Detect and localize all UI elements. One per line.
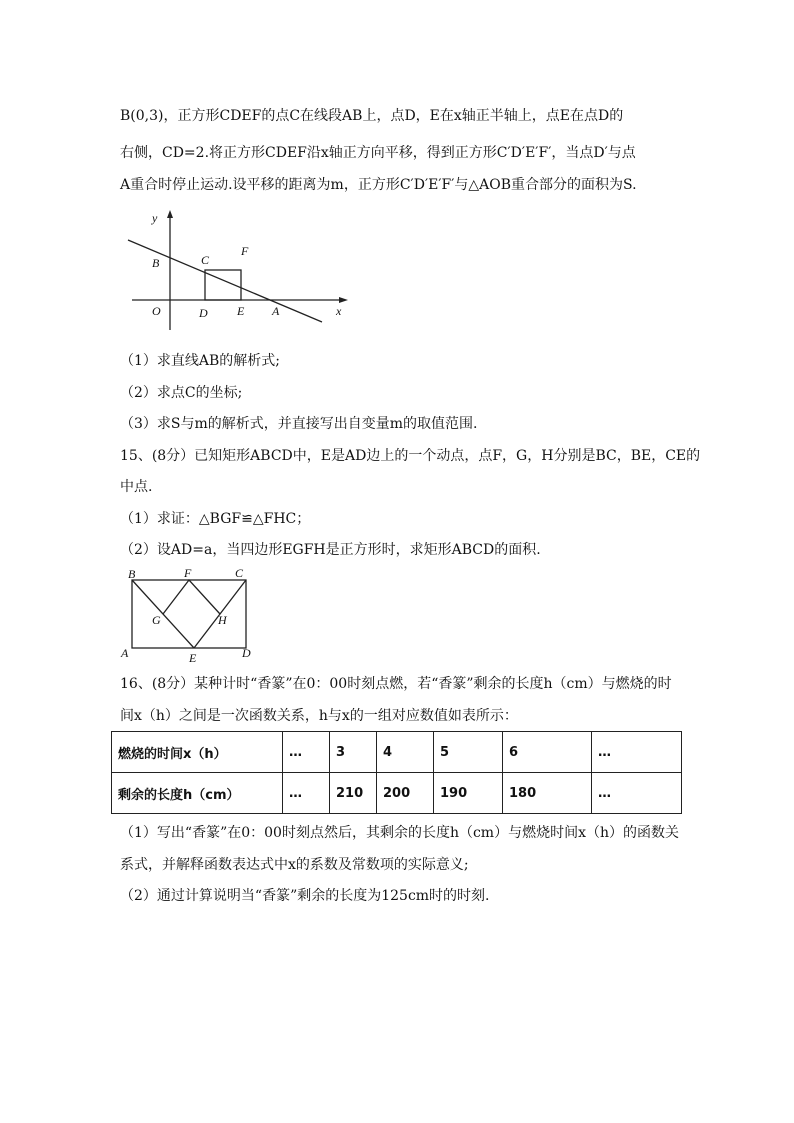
q16-table xyxy=(111,731,682,814)
table-cell: … xyxy=(592,732,682,773)
table-cell: … xyxy=(283,732,330,773)
table-cell: 5 xyxy=(434,732,503,773)
q15-line-1: 15、(8分）已知矩形ABCD中，E是AD边上的一个动点，点F，G，H分别是BC，BE，CE的 xyxy=(120,448,701,464)
q15-figure xyxy=(118,565,262,665)
q14-sub-2: （2）求点C的坐标; xyxy=(120,385,243,401)
table-cell: 燃烧的时间x（h） xyxy=(112,732,283,773)
q16-line-2: 间x（h）之间是一次函数关系，h与x的一组对应数值如表所示： xyxy=(120,708,518,724)
fig15-label-C: C xyxy=(235,566,244,580)
fig14-label-E: E xyxy=(237,304,245,318)
q14-figure xyxy=(126,206,356,332)
fig14-label-B: B xyxy=(152,256,160,270)
table-cell: 200 xyxy=(377,773,434,814)
fig14-label-D: D xyxy=(199,306,208,320)
fig14-label-A: A xyxy=(272,304,280,318)
fig14-label-y: y xyxy=(152,211,158,225)
table-row xyxy=(112,773,682,814)
table-cell: 6 xyxy=(503,732,592,773)
q14-sub-3: （3）求S与m的解析式，并直接写出自变量m的取值范围. xyxy=(120,416,478,432)
q15-line-2: 中点. xyxy=(120,479,153,495)
table-cell: 210 xyxy=(330,773,377,814)
table-cell: 4 xyxy=(377,732,434,773)
fig14-label-C: C xyxy=(201,253,210,267)
fig15-label-B: B xyxy=(128,567,136,581)
q15-sub-2: （2）设AD=a，当四边形EGFH是正方形时，求矩形ABCD的面积. xyxy=(120,542,541,558)
table-row xyxy=(112,732,682,773)
fig14-label-O: O xyxy=(152,304,161,318)
q14-line-1: B(0,3)，正方形CDEF的点C在线段AB上，点D，E在x轴正半轴上，点E在点D的 xyxy=(120,108,624,124)
fig15-label-A: A xyxy=(121,646,129,660)
table-cell: … xyxy=(283,773,330,814)
q15-sub-1: （1）求证：△BGF≌△FHC； xyxy=(120,511,311,527)
fig15-label-G: G xyxy=(152,613,161,627)
q14-line-3: A重合时停止运动.设平移的距离为m，正方形C′D′E′F′与△AOB重合部分的面积为S. xyxy=(120,177,637,193)
table-cell: 190 xyxy=(434,773,503,814)
q14-sub-1: （1）求直线AB的解析式; xyxy=(120,353,281,369)
table-cell: 剩余的长度h（cm） xyxy=(112,773,283,814)
q16-sub-1-line-2: 系式，并解释函数表达式中x的系数及常数项的实际意义; xyxy=(120,857,469,873)
fig15-label-D: D xyxy=(242,646,251,660)
q16-sub-1-line-1: （1）写出“香篆”在0：00时刻点然后，其剩余的长度h（cm）与燃烧时间x（h）的函数关 xyxy=(120,825,679,841)
fig15-label-E: E xyxy=(189,651,197,665)
fig15-label-H: H xyxy=(218,613,227,627)
table-cell: … xyxy=(592,773,682,814)
fig14-label-F: F xyxy=(241,244,249,258)
q16-line-1: 16、(8分）某种计时“香篆”在0：00时刻点燃，若“香篆”剩余的长度h（cm）与燃烧的时 xyxy=(120,676,672,692)
q16-sub-2: （2）通过计算说明当“香篆”剩余的长度为125cm时的时刻. xyxy=(120,888,490,904)
table-cell: 3 xyxy=(330,732,377,773)
table-cell: 180 xyxy=(503,773,592,814)
q14-line-2: 右侧，CD=2.将正方形CDEF沿x轴正方向平移，得到正方形C′D′E′F′，当点D′与点 xyxy=(120,145,636,161)
fig14-label-x: x xyxy=(336,304,342,318)
fig15-label-F: F xyxy=(184,566,192,580)
